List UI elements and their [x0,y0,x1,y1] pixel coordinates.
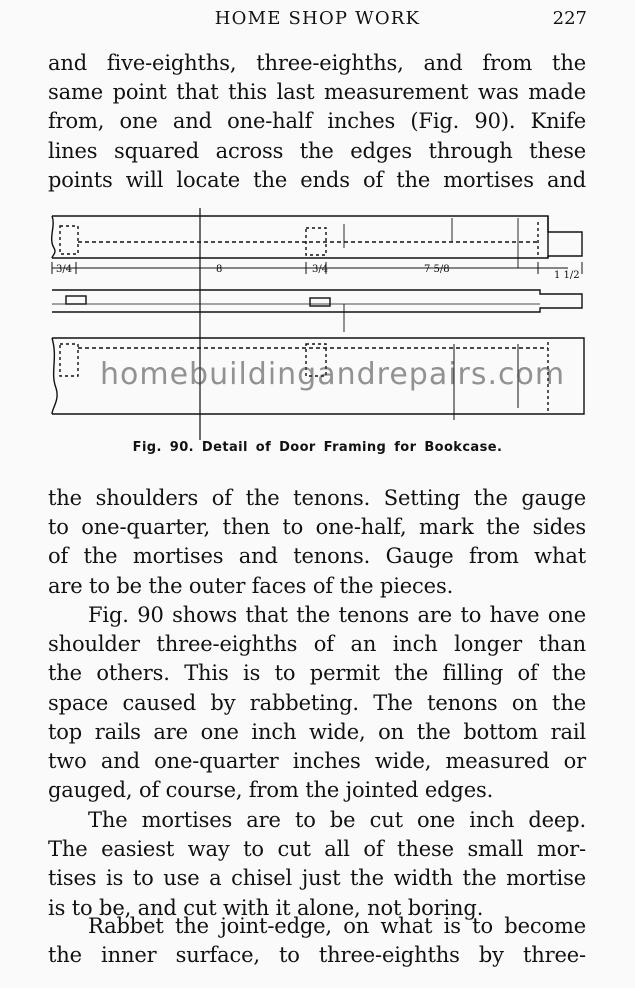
text-line: gauged, of course, from the jointed edges. [48,778,494,803]
text-line: points will locate the ends of the mortises and [48,167,586,192]
running-head: HOME SHOP WORK [214,8,421,29]
text-line: of the mortises and tenons. Gauge from what [48,544,586,569]
text-line: to one-quarter, then to one-half, mark the sides [48,515,586,540]
text-line: the others. This is to permit the filling of the [48,661,586,686]
paragraph-4 [48,806,586,923]
dim-label: 3/4 [56,264,73,275]
dim-label: 8 [216,264,223,275]
figure-caption [0,440,635,455]
paragraph-5 [48,912,586,970]
page-number: 227 [552,8,587,29]
page-header [0,6,635,34]
text-line: space caused by rabbeting. The tenons on the [48,690,586,715]
door-framing-diagram [48,208,588,440]
dim-label: 7 5/8 [424,264,450,275]
text-line: The mortises are to be cut one inch deep. [88,808,586,832]
caption-text: Fig. 90. Detail of Door Framing for Bookcase. [132,440,503,455]
text-line: tises is to use a chisel just the width the mortise [48,866,586,891]
text-line: top rails are one inch wide, on the bottom rail [48,719,586,744]
watermark: homebuildingandrepairs.com [100,357,566,392]
text-line: are to be the outer faces of the pieces. [48,573,454,598]
text-line: Fig. 90 shows that the tenons are to have one [88,603,586,627]
figure-door-framing [48,208,588,440]
text-line: same point that this last measurement was made [48,80,586,105]
paragraph-3 [48,601,586,805]
text-line: is to be, and cut with it alone, not boring. [48,895,484,920]
text-line: lines squared across the edges through these [48,138,586,163]
dim-label: 1 1/2 [554,270,580,281]
text-line: Rabbet the joint-edge, on what is to become [88,914,586,938]
text-line: and five-eighths, three-eighths, and from the [48,51,586,75]
text-line: from, one and one-half inches (Fig. 90). Knife [48,109,586,134]
text-line: the shoulders of the tenons. Setting the gauge [48,486,586,510]
text-line: two and one-quarter inches wide, measured or [48,749,586,774]
paragraph-2 [48,484,586,601]
paragraph-1 [48,49,586,195]
text-line: shoulder three-eighths of an inch longer than [48,632,586,657]
dim-label: 3/4 [312,264,329,275]
text-line: the inner surface, to three-eighths by three- [48,943,586,968]
text-line: The easiest way to cut all of these small mor- [48,837,586,862]
